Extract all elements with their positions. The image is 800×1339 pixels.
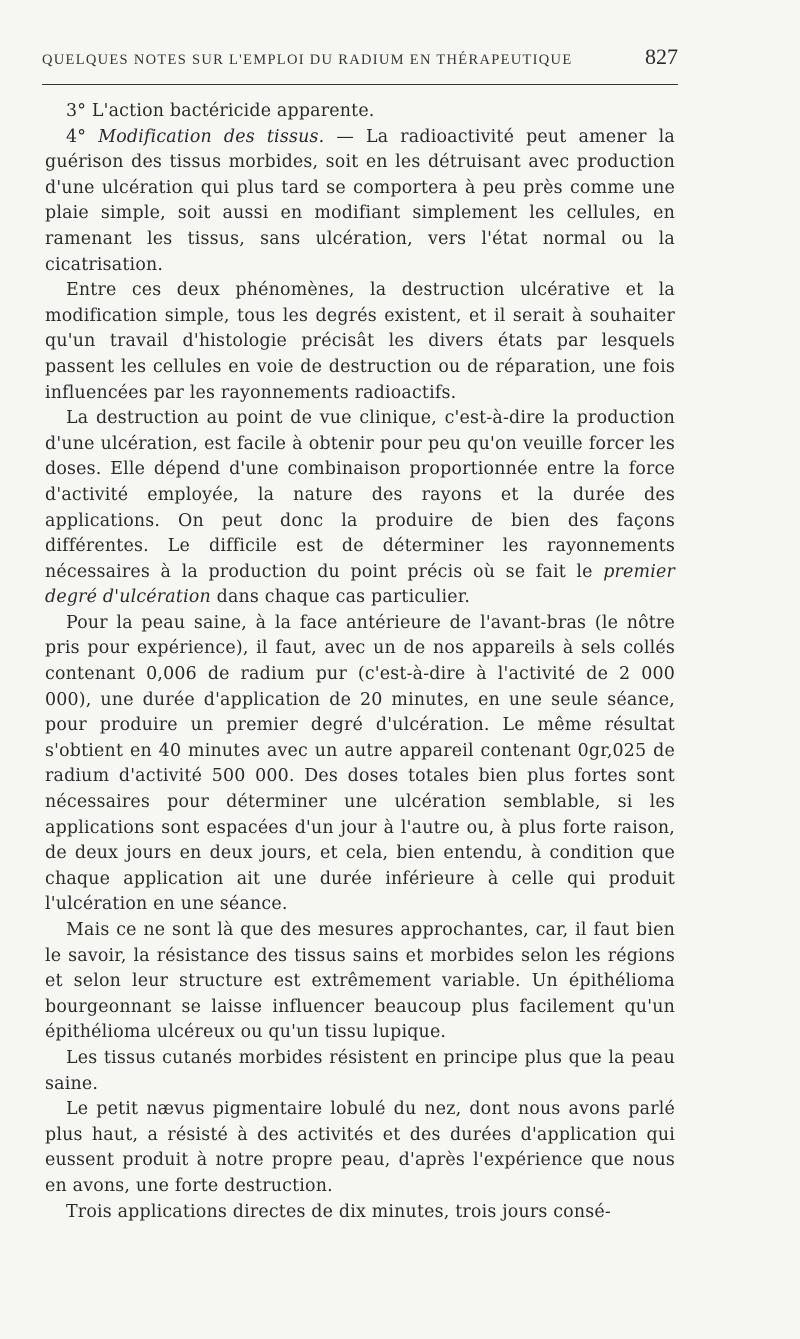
paragraph-trois-applications: Trois applications directes de dix minutes, trois jours consé- — [66, 1201, 611, 1222]
body-text — [45, 99, 675, 1225]
paragraph-tissus-cutanes: Les tissus cutanés morbides résistent en principe plus que la peau saine. — [45, 1047, 675, 1094]
paragraph-peau-saine: Pour la peau saine, à la face antérieure de l'avant-bras (le nôtre pris pour expérience), il faut, avec un de nos appareils à sels collés contenant 0,006 de radium pur (c'est-à-dire à l'activité de 2 000 000), une durée d'application de 20 minutes, en une seule séance, pour produire un premier degré d'ulcération. Le même résultat s'obtient en 40 minutes avec un autre appareil contenant 0gr,025 de radium d'activité 500 000. Des doses totales bien plus fortes sont nécessaires pour déterminer une ulcération semblable, si les applications sont espacées d'un jour à l'autre ou, à plus forte raison, de deux jours en deux jours, et cela, bien entendu, à condition que chaque application ait une durée inférieure à celle qui produit l'ulcération en une séance. — [45, 612, 675, 915]
paragraph-naevus: Le petit nævus pigmentaire lobulé du nez, dont nous avons parlé plus haut, a résisté à des activités et des durées d'application qui eussent produit à notre propre peau, d'après l'expérience que nous en avons, une forte destruction. — [45, 1099, 675, 1196]
paragraph-mesures: Mais ce ne sont là que des mesures approchantes, car, il faut bien le savoir, la résistance des tissus sains et morbides selon les régions et selon leur structure est extrêmement variable. Un épithélioma bourgeonnant se laisse influencer beaucoup plus facilement qu'un épithélioma ulcéreux ou qu'un tissu lupique. — [45, 920, 675, 1043]
paragraph-destruction: La destruction au point de vue clinique, c'est-à-dire la production d'une ulcération, est facile à obtenir pour peu qu'on veuille forcer les doses. Elle dépend d'une combinaison proportionnée entre la force d'activité employée, la nature des rayons et la durée des applications. On peut donc la produire de bien des façons différentes. Le difficile est de déterminer les rayonnements nécessaires à la production du point précis où se fait le premier degré d'ulcération dans chaque cas particulier. — [45, 408, 675, 608]
header-rule — [42, 84, 678, 85]
page-number: 827 — [645, 44, 678, 69]
section-title: Modification des tissus. — [98, 126, 325, 147]
paragraph-phenomenes: Entre ces deux phénomènes, la destruction ulcérative et la modification simple, tous les degrés existent, et il serait à souhaiter qu'un travail d'histologie précisât les divers états par lesquels passent les cellules en voie de destruction ou de réparation, une fois influencées par les rayonnements radioactifs. — [45, 280, 675, 403]
page-header — [42, 44, 678, 70]
running-title: QUELQUES NOTES SUR L'EMPLOI DU RADIUM EN THÉRAPEUTIQUE — [42, 52, 573, 68]
paragraph-bactericide: 3° L'action bactéricide apparente. — [66, 101, 375, 121]
paragraph-modification: 4° Modification des tissus. — La radioactivité peut amener la guérison des tissus morbides, soit en les détruisant avec production d'une ulcération qui plus tard se comportera à peu près comme une plaie simple, soit aussi en modifiant simplement les cellules, en ramenant les tissus, sans ulcération, vers l'état normal ou la cicatrisation. — [45, 126, 676, 275]
emphasis-premier-degre: premier degré d'ulcération — [45, 561, 675, 608]
